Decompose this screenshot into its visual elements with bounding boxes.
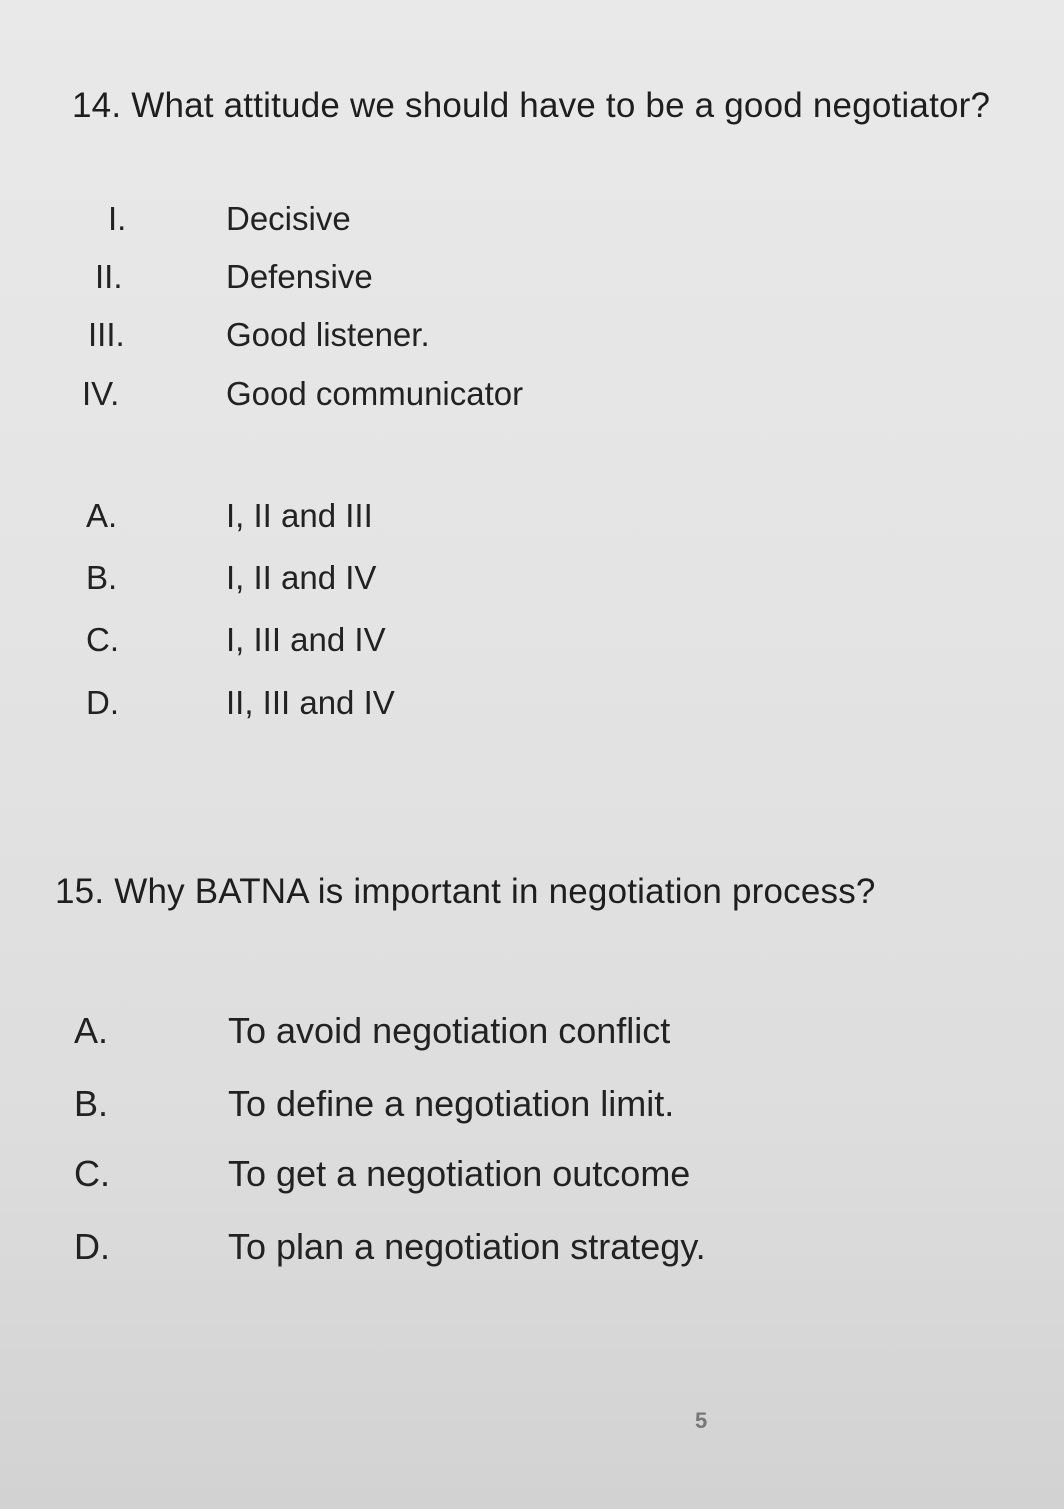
statement-text: Good communicator <box>226 375 524 412</box>
option-text: I, III and IV <box>226 621 386 658</box>
option-text: I, II and III <box>226 497 373 534</box>
option-text: To get a negotiation outcome <box>228 1153 691 1194</box>
question-15 <box>55 872 876 912</box>
option-marker: C. <box>74 1153 110 1194</box>
question-14 <box>72 86 990 126</box>
option-marker: A. <box>74 1010 109 1051</box>
page-number: 5 <box>695 1408 708 1433</box>
option-marker: D. <box>86 684 119 721</box>
option-text: To define a negotiation limit. <box>228 1083 675 1124</box>
question-text: Why BATNA is important in negotiation process? <box>114 872 876 911</box>
statement-marker: I. <box>108 200 127 237</box>
option-marker: B. <box>86 559 118 596</box>
question-number: 15. <box>55 872 105 911</box>
question-text: What attitude we should have to be a good negotiator? <box>131 86 991 125</box>
statement-text: Decisive <box>226 200 351 237</box>
statement-marker: II. <box>95 258 123 295</box>
option-text: I, II and IV <box>226 559 377 596</box>
option-text: To avoid negotiation conflict <box>228 1010 671 1051</box>
option-text: II, III and IV <box>226 684 395 721</box>
statement-text: Defensive <box>226 258 373 295</box>
option-marker: B. <box>74 1083 109 1124</box>
option-marker: D. <box>74 1226 110 1267</box>
statement-marker: III. <box>88 316 125 353</box>
statement-text: Good listener. <box>226 316 430 353</box>
option-text: To plan a negotiation strategy. <box>228 1226 706 1267</box>
question-number: 14. <box>72 86 122 125</box>
statement-marker: IV. <box>82 375 120 412</box>
option-marker: C. <box>86 621 119 658</box>
option-marker: A. <box>86 497 118 534</box>
